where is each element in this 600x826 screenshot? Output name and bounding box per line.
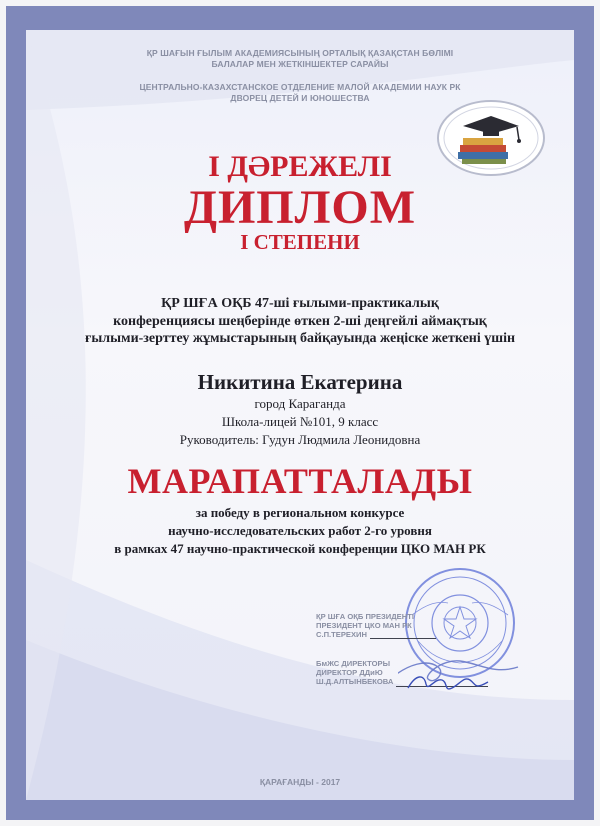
diploma-title: ДИПЛОМ	[183, 181, 417, 234]
reason-kz-line3: ғылыми-зерттеу жұмыстарының байқауында жеңіске жеткені үшін	[84, 331, 516, 346]
signature-line-2: ПРЕЗИДЕНТ ЦКО МАН РК	[316, 621, 412, 630]
signature-line-2: ДИРЕКТОР ДДиЮ	[316, 668, 383, 677]
signature-line-3: Ш.Д.АЛТЫНБЕКОВА	[316, 677, 394, 686]
recipient-name: Никитина Екатерина	[197, 370, 403, 394]
header-ru-line1: ЦЕНТРАЛЬНО-КАЗАХСТАНСКОЕ ОТДЕЛЕНИЕ МАЛОЙ АКАДЕМИИ НАУК РК	[139, 82, 461, 92]
reason-ru-line3: в рамках 47 научно-практической конференции ЦКО МАН РК	[114, 541, 486, 556]
header-ru-line2: ДВОРЕЦ ДЕТЕЙ И ЮНОШЕСТВА	[230, 93, 370, 103]
degree-ru-title: І СТЕПЕНИ	[240, 230, 360, 254]
awarded-title: МАРАПАТТАЛАДЫ	[127, 461, 473, 501]
footer-city-year: ҚАРАҒАНДЫ - 2017	[259, 777, 341, 787]
reason-kz-line1: ҚР ШҒА ОҚБ 47-ші ғылыми-практикалық	[161, 296, 439, 311]
recipient-supervisor: Руководитель: Гудун Людмила Леонидовна	[179, 432, 421, 447]
reason-ru-line1: за победу в региональном конкурсе	[195, 505, 405, 520]
header-kz-line1: ҚР ШАҒЫН ҒЫЛЫМ АКАДЕМИЯСЫНЫҢ ОРТАЛЫҚ ҚАЗАҚСТАН БӨЛІМІ	[146, 48, 454, 58]
degree-kz-title: І ДӘРЕЖЕЛІ	[208, 150, 392, 183]
reason-ru-line2: научно-исследовательских работ 2-го уровня	[168, 523, 432, 538]
signature-block-president	[316, 612, 516, 639]
reason-kz-line2: конференциясы шеңберінде өткен 2-ші деңгейлі аймақтық	[113, 314, 487, 329]
signature-line-3: С.П.ТЕРЕХИН	[316, 630, 368, 639]
signature-line-1: ҚР ШҒА ОҚБ ПРЕЗИДЕНТІ	[316, 612, 414, 621]
recipient-school: Школа-лицей №101, 9 класс	[221, 414, 379, 429]
signature-rule-president	[370, 638, 436, 639]
signature-line-1: БмЖС ДИРЕКТОРЫ	[316, 659, 391, 668]
header-kz-line2: БАЛАЛАР МЕН ЖЕТКІНШЕКТЕР САРАЙЫ	[211, 59, 389, 69]
recipient-city: город Караганда	[254, 396, 346, 411]
handwritten-signature	[404, 668, 494, 698]
